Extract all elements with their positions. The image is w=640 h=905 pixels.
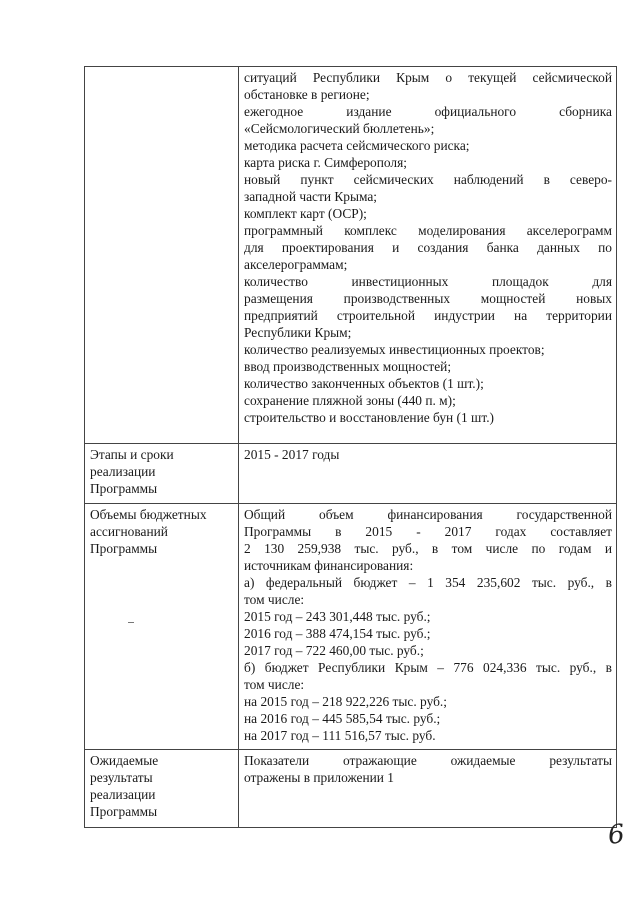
row-label-line: Ожидаемые [90,753,159,768]
row-content-line: на 2016 год – 445 585,54 тыс. руб.; [244,711,441,726]
row-content-line: 2016 год – 388 474,154 тыс. руб.; [244,626,431,641]
row-content-line: методика расчета сейсмического риска; [244,138,470,153]
row-content-line: сохранение пляжной зоны (440 п. м); [244,393,456,408]
row-content-line: программный комплекс моделирования акселерограмм [244,223,612,238]
row-label-line: Программы [90,481,158,496]
row-content-line: 2017 год – 722 460,00 тыс. руб.; [244,643,424,658]
row-content-line: карта риска г. Симферополя; [244,155,407,170]
row-content-line: 2 130 259,938 тыс. руб., в том числе по годам и [244,541,612,556]
row-label-cell [85,444,239,504]
row-content-line: ввод производственных мощностей; [244,359,452,374]
row-content-line: Республики Крым; [244,325,352,340]
row-label-line: результаты [90,770,153,785]
row-content-cell [239,67,617,444]
row-content-line: для проектирования и создания банка данных по [244,240,612,255]
row-label-cell [85,750,239,828]
row-content-line: количество инвестиционных площадок для [244,274,612,289]
row-label-line: Этапы и сроки [90,447,174,462]
row-label-line: Программы [90,541,158,556]
row-content-line: 2015 год – 243 301,448 тыс. руб.; [244,609,431,624]
row-content-line: Программы в 2015 - 2017 годах составляет [244,524,612,539]
row-content-cell [239,750,617,828]
row-content-line: Общий объем финансирования государственной [244,507,612,522]
row-content-line: а) федеральный бюджет – 1 354 235,602 тыс. руб., в [244,575,612,590]
row-content-line: ежегодное издание официального сборника [244,104,612,119]
row-content-line: количество законченных объектов (1 шт.); [244,376,484,391]
page-number: 6 [606,819,627,851]
row-content-line: ситуаций Республики Крым о текущей сейсмической [244,70,612,85]
row-content-line: западной части Крыма; [244,189,378,204]
row-content-line: количество реализуемых инвестиционных проектов; [244,342,545,357]
table-row [85,504,617,750]
row-content-line: обстановке в регионе; [244,87,370,102]
row-content-line: комплект карт (ОСР); [244,206,367,221]
row-content-cell [239,444,617,504]
row-content-line: отражены в приложении 1 [244,770,395,785]
row-content-line: том числе: [244,677,305,692]
row-content-line: на 2015 год – 218 922,226 тыс. руб.; [244,694,447,709]
row-content-line: источникам финансирования: [244,558,414,573]
row-label-line: ассигнований [90,524,168,539]
row-label-line: Программы [90,804,158,819]
row-content-line: том числе: [244,592,305,607]
row-content-line: предприятий строительной индустрии на территории [244,308,612,323]
row-label-line: Объемы бюджетных [90,507,207,522]
row-content-line: «Сейсмологический бюллетень»; [244,121,435,136]
row-label-cell [85,504,239,750]
row-content-line: новый пункт сейсмических наблюдений в северо- [244,172,612,187]
row-content-line: на 2017 год – 111 516,57 тыс. руб. [244,728,436,743]
stray-mark [128,622,134,623]
table-row [85,750,617,828]
program-passport-table [84,66,617,828]
row-content-line: строительство и восстановление бун (1 шт.) [244,410,495,425]
row-label-line: реализации [90,787,156,802]
table-row [85,444,617,504]
row-content-line: Показатели отражающие ожидаемые результаты [244,753,612,768]
row-content-line: б) бюджет Республики Крым – 776 024,336 тыс. руб., в [244,660,612,675]
row-content-cell [239,504,617,750]
row-content-line: 2015 - 2017 годы [244,447,340,462]
row-content-line: размещения производственных мощностей новых [244,291,612,306]
row-label-cell [85,67,239,444]
row-label-line: реализации [90,464,156,479]
table-row [85,67,617,444]
row-content-line: акселерограммам; [244,257,348,272]
